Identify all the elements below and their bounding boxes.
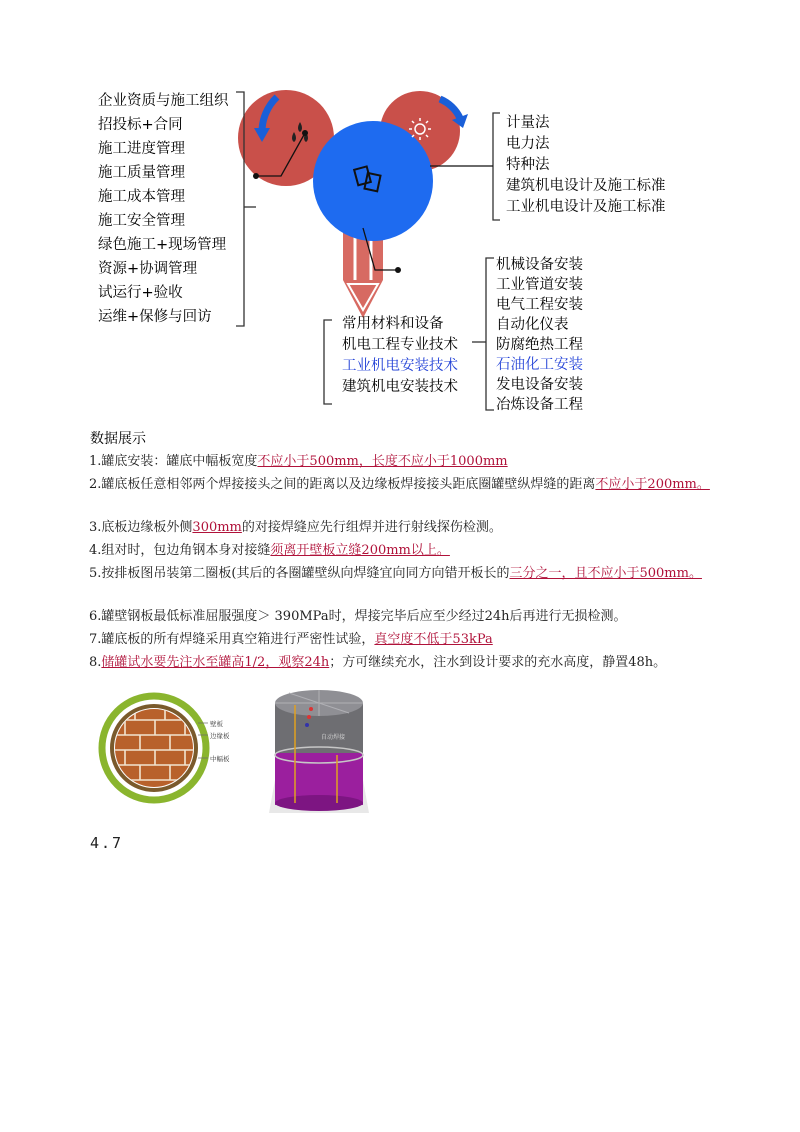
item-number: 7. — [89, 632, 102, 647]
list-item: 招投标+合同 — [98, 117, 183, 133]
list-item: 自动化仪表 — [496, 317, 569, 333]
item-text: 的对接焊缝应先行组焊并进行射线探伤检测。 — [241, 520, 502, 535]
list-item: 特种法 — [506, 157, 550, 173]
item-number: 6. — [89, 609, 102, 624]
item-text: 组对时，包边角钢本身对接缝 — [101, 543, 271, 558]
list-item: 工业机电安装技术 — [342, 358, 458, 374]
list-item: 常用材料和设备 — [342, 316, 444, 332]
figure-label: 壁板 — [210, 720, 223, 728]
list-item: 施工安全管理 — [98, 213, 185, 229]
highlight-text: 真空度不低于53kPa — [374, 632, 493, 647]
item-number: 8. — [89, 655, 102, 670]
data-item — [60, 474, 740, 495]
section-title: 数据展示 — [90, 431, 146, 447]
list-item: 工业机电设计及施工标准 — [506, 199, 666, 215]
item-text: 罐底板任意相邻两个焊接接头之间的距离以及边缘板焊接接头距底圈罐壁纵焊缝的距离 — [101, 477, 596, 492]
data-item — [60, 540, 740, 561]
data-item — [60, 606, 740, 627]
list-item: 施工成本管理 — [98, 189, 185, 205]
list-item: 计量法 — [506, 115, 550, 131]
list-item: 防腐绝热工程 — [496, 337, 583, 353]
tank-label: 自动焊接 — [321, 734, 346, 741]
page-number: 4.7 — [90, 834, 124, 852]
data-item — [60, 629, 740, 650]
list-item: 建筑机电设计及施工标准 — [506, 178, 666, 194]
list-item: 冶炼设备工程 — [496, 397, 583, 413]
item-number: 5. — [89, 566, 102, 581]
item-text: 按排板图吊装第二圈板(其后的各圈罐壁纵向焊缝宜向同方向错开板长的 — [101, 566, 510, 581]
list-item: 施工进度管理 — [98, 141, 185, 157]
list-item: 运维+保修与回访 — [98, 309, 212, 325]
item-text: 罐底安装：罐底中幅板宽度 — [101, 454, 258, 469]
data-item — [60, 563, 740, 584]
list-item: 工业管道安装 — [496, 277, 583, 293]
left-topic-list — [98, 89, 229, 329]
list-item: 机械设备安装 — [496, 257, 583, 273]
item-text: 罐壁钢板最低标准屈服强度＞ 390MPa时，焊接完毕后应至少经过24h后再进行无损检测。 — [101, 609, 627, 624]
data-item — [60, 451, 740, 472]
item-number: 3. — [89, 520, 102, 535]
highlight-text: 不应小于200mm。 — [595, 477, 710, 492]
figure-label: 中幅板 — [210, 755, 230, 763]
list-item: 绿色施工+现场管理 — [98, 237, 227, 253]
item-text: 底板边缘板外侧 — [101, 520, 193, 535]
highlight-text: 须离开壁板立缝200mm以上。 — [270, 543, 450, 558]
list-item: 建筑机电安装技术 — [342, 379, 458, 395]
list-item: 石油化工安装 — [496, 357, 583, 373]
pencil-icon — [343, 232, 383, 318]
list-item: 电气工程安装 — [496, 297, 583, 313]
highlight-text: 300mm — [192, 520, 242, 535]
list-item: 电力法 — [506, 136, 550, 152]
data-item — [60, 517, 740, 538]
list-item: 施工质量管理 — [98, 165, 185, 181]
knowledge-diagram — [0, 0, 800, 420]
highlight-text: 三分之一，且不应小于500mm。 — [509, 566, 702, 581]
item-number: 2. — [89, 477, 102, 492]
list-item: 发电设备安装 — [496, 377, 583, 393]
tank-3d-figure — [265, 685, 375, 820]
item-text: ；方可继续充水，注水到设计要求的充水高度，静置48h。 — [329, 655, 667, 670]
highlight-text: 储罐试水要先注水至罐高1/2，观察24h — [101, 655, 330, 670]
item-text: 罐底板的所有焊缝采用真空箱进行严密性试验， — [101, 632, 375, 647]
item-number: 4. — [89, 543, 102, 558]
tank-bottom-plan-figure — [80, 690, 250, 810]
list-item: 企业资质与施工组织 — [98, 93, 229, 109]
list-item: 试运行+验收 — [98, 285, 183, 301]
item-number: 1. — [89, 454, 102, 469]
bottom-tech-list — [342, 314, 458, 398]
data-item — [60, 652, 740, 673]
right-install-list — [496, 255, 583, 415]
list-item: 资源+协调管理 — [98, 261, 198, 277]
list-item: 机电工程专业技术 — [342, 337, 458, 353]
highlight-text: 不应小于500mm，长度不应小于1000mm — [257, 454, 508, 469]
blue-circle — [313, 121, 433, 241]
right-law-list — [506, 113, 666, 218]
figure-label: 边缘板 — [210, 732, 230, 740]
